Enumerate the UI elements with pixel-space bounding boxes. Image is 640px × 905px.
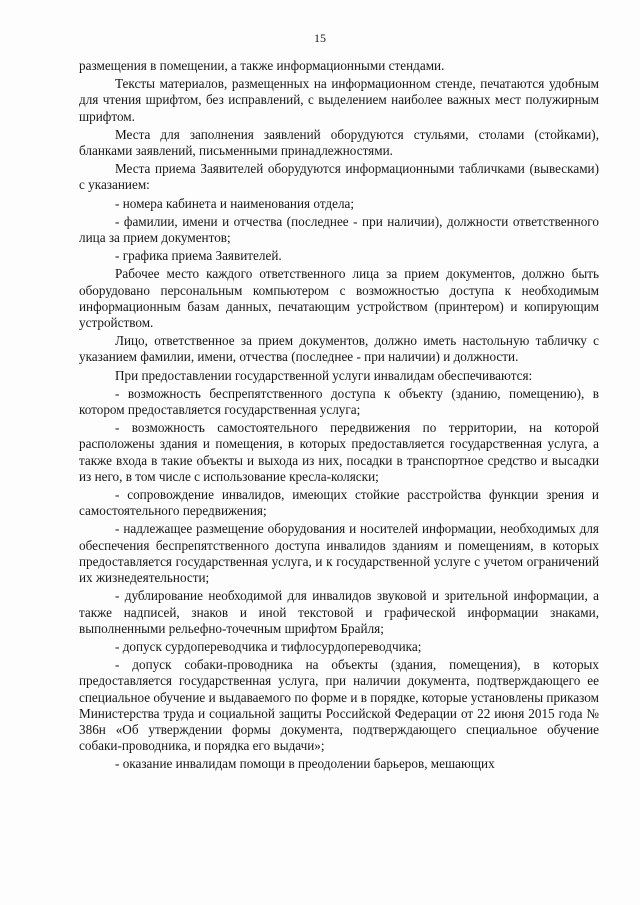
paragraph: - сопровождение инвалидов, имеющих стойкие расстройства функции зрения и самостоятельного передвижения; <box>79 487 599 519</box>
paragraph: размещения в помещении, а также информационными стендами. <box>79 58 445 73</box>
document-body <box>79 58 599 775</box>
paragraph: Тексты материалов, размещенных на информационном стенде, печатаются удобным для чтения шрифтом, без исправлений, с выделением наиболее важных мест полужирным шрифтом. <box>79 76 599 124</box>
paragraph: - возможность беспрепятственного доступа к объекту (зданию, помещению), в котором предоставляется государственная услуга; <box>79 385 599 418</box>
paragraph: - номера кабинета и наименования отдела; <box>115 195 355 211</box>
paragraph: Лицо, ответственное за прием документов, должно иметь настольную табличку с указанием фамилии, имени, отчества (последнее - при наличии) и должности. <box>79 333 599 365</box>
paragraph: Места приема Заявителей оборудуются информационными табличками (вывесками) с указанием: <box>79 161 599 193</box>
paragraph: - допуск сурдопереводчика и тифлосурдопереводчика; <box>115 638 422 654</box>
paragraph: - надлежащее размещение оборудования и носителей информации, необходимых для обеспечения беспрепятственного доступа инвалидов зданиям и помещениям, в которых предоставляется государственная услуга, и к государственной услуге с учетом ограничений их жизнедеятельности; <box>79 521 599 586</box>
paragraph: - дублирование необходимой для инвалидов звуковой и зрительной информации, а также надписей, знаков и иной текстовой и графической информации знаками, выполненными рельефно-точечным шрифтом Брайля; <box>79 588 599 636</box>
paragraph: Места для заполнения заявлений оборудуются стульями, столами (стойками), бланками заявлений, письменными принадлежностями. <box>79 126 599 159</box>
paragraph: - фамилии, имени и отчества (последнее - при наличии), должности ответственного лица за прием документов; <box>79 213 599 246</box>
paragraph: Рабочее место каждого ответственного лица за прием документов, должно быть оборудовано персональным компьютером с возможностью доступа к необходимым информационным базам данных, печатающим устройством (принтером) и копирующим устройством. <box>79 266 599 331</box>
paragraph: - оказание инвалидам помощи в преодолении барьеров, мешающих <box>115 756 495 772</box>
paragraph: При предоставлении государственной услуги инвалидам обеспечиваются: <box>115 367 533 383</box>
paragraph: - графика приема Заявителей. <box>115 248 282 264</box>
paragraph: - возможность самостоятельного передвижения по территории, на которой расположены здания и помещения, в которых предоставляется государственная услуга, а также входа в такие объекты и выхода из них, посадки в транспортное средство и высадки из него, в том числе с использование кресла-коляски; <box>79 420 599 484</box>
page-number: 15 <box>314 31 326 45</box>
paragraph: - допуск собаки-проводника на объекты (здания, помещения), в которых предоставляется государственная услуга, при наличии документа, подтверждающего ее специальное обучение и выдаваемого по форме и в порядке, которые установлены приказом Министерства труда и социальной защиты Российской Федерации от 22 июня 2015 года № 386н «Об утверждении формы документа, подтверждающего специальное обучение собаки-проводника, и порядка его выдачи»; <box>79 657 599 754</box>
